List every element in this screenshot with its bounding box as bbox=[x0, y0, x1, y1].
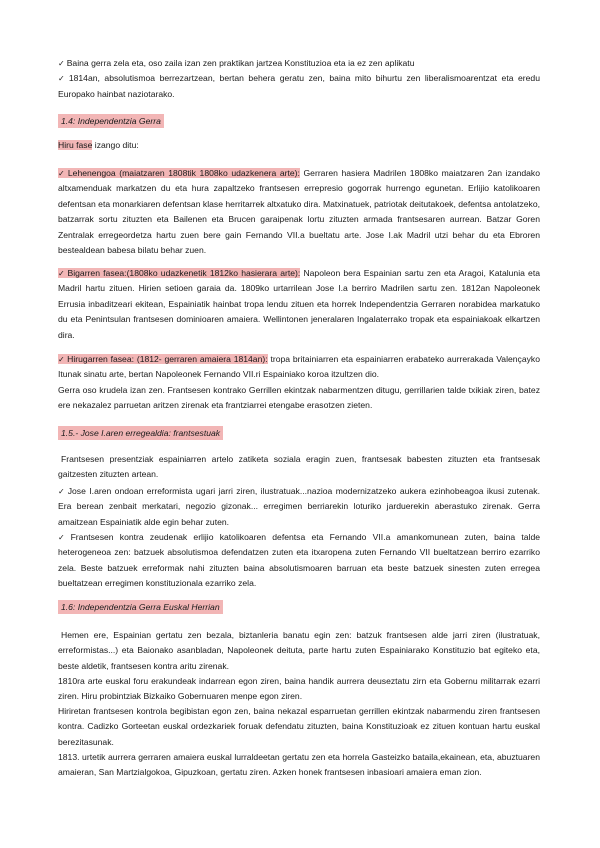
section-1-5-paragraph-3: ✓ Frantsesen kontra zeudenak erlijio katolikoaren defentsa eta Fernando VII.a amankomunean zuten, baina talde heterogeneoa zen: batzuek absolutismoa defendatzen zuten eta itxaropena zuten Fernando VII bueltatzean berriro ezarriko zela. Beste batzuek erreformak nahi zituzten baina absolutismoaren barruan eta beste batzuek sinesten zuten erregea bueltatzean erregimen konstituzionala ezarriko zela. bbox=[58, 532, 541, 589]
check-icon: ✓ bbox=[58, 487, 66, 496]
section-heading-1-5: 1.5.- Jose I.aren erregealdia: frantsestuak bbox=[58, 426, 223, 440]
section-heading-1-4: 1.4: Independentzia Gerra bbox=[58, 114, 164, 128]
section-1-6-paragraph-4: 1813. urtetik aurrera gerraren amaiera euskal lurraldeetan gertatu zen eta horrela Gasteizko bataila,ekainean, eta, abuztuaren amaieran, San Martzialgokoa, Gipuzkoan, gertatu ziren. Azken honek frantsesen inbasioari amaiera eman zion. bbox=[58, 752, 540, 778]
check-icon: ✓ bbox=[58, 59, 65, 68]
section-heading-1-6: 1.6: Independentzia Gerra Euskal Herrian bbox=[58, 600, 223, 614]
section-1-6-paragraph-2: 1810ra arte euskal foru erakundeak indarrean egon ziren, baina handik aurrera deuseztatu zirn eta Gobernu militarrak ezarri ziren. Hiru probintziak Bizkaiko Gobernuaren menpe egon ziren. bbox=[58, 676, 540, 702]
check-icon: ✓ bbox=[58, 269, 66, 278]
check-icon: ✓ bbox=[58, 533, 69, 542]
section-1-6-paragraph-3: Hiriretan frantsesen kontrola begibistan egon zen, baina nekazal esparruetan gerrillen ekintzak nabarmendu ziren frantsesen kontra. Cadizko Gorteetan euskal ordezkariek foruak defendatu zituzten, baina Konstituzioak ez zituen kontuan hartu euskal berezitasunak. bbox=[58, 706, 540, 747]
phase-3-label: ✓ Hirugarren fasea: (1812- gerraren amaiera 1814an): bbox=[58, 354, 268, 364]
check-icon: ✓ bbox=[58, 355, 66, 364]
section-1-5-paragraph-2: ✓ Jose I.aren ondoan erreformista ugari jarri ziren, ilustratuak...nazioa modernizatzeko aukera ezinhobeagoa ikusi zutenak. Era berean zenbait merkatari, negozio gizonak... erregimen berriarekin loturiko jarduerekin aberastuko zirenak. Gerra amaitzean Espainiatik alde egin behar zuten. bbox=[58, 486, 540, 527]
check-icon: ✓ bbox=[58, 74, 67, 84]
guerrilla-paragraph: Gerra oso krudela izan zen. Frantsesen kontrako Gerrillen ekintzak nabarmentzen ditugu, gerrillarien talde txikiak ziren, batez ere nekazalez parruetan aritzen zirenak eta frantziarrei etengabe erasotzen zieten. bbox=[58, 384, 540, 411]
intro-text bbox=[58, 56, 540, 102]
intro-bullet-1: ✓ Baina gerra zela eta, oso zaila izan zen praktikan jartzea Konstituzioa eta ia ez zen aplikatu bbox=[58, 58, 415, 68]
phase-2-paragraph: ✓ Bigarren fasea:(1808ko udazkenetik 1812ko hasierara arte): Napoleon bera Espainian sartu zen eta Aragoi, Katalunia eta Madril hartu zituen. Hirien setioen garaia da. 1809ko urtarrilean Jose I.a berriro Madrilen sartu zen. 1812an Napoleonek Errusia inbaditzeari ekitean, Espainiatik hainbat tropa lendu zituen eta horrek Independentzia Gerraren norabidea markatuko du eta Penintsulan frantsesen dominioaren amaiera. Wellintonen jeneralaren Ingalaterrako tropak eta espainiakoak elkartzen dira. bbox=[58, 268, 541, 340]
phases-lead: Hiru fase izango ditu: bbox=[58, 140, 139, 150]
phase-1-label: ✓ Lehenengoa (maiatzaren 1808tik 1808ko udazkenera arte): bbox=[58, 168, 300, 178]
phase-1-paragraph: ✓ Lehenengoa (maiatzaren 1808tik 1808ko udazkenera arte): Gerraren hasiera Madrilen 1808ko maiatzaren 2an izandako altxamenduak markatzen du eta hura zapaltzeko frantsesen errepresio gogorrak hurrengo egunetan. Erlijio katolikoaren defentsan eta monarkiaren defentsan klase herritarrek altxatuko dira. Matxinatuek, patriotak deitutakoek, defentsa antolatzeko, batzarrak sortu zituzten eta Bailenen eta Brucen garaipenak lortu zituzten armada frantsesaren aurrean. Batzar Goren Zentralak erregeordetza hartu zuen bere gain Fernando VII.a bueltatu arte. Jose I.ak Madril utzi behar du eta Ebroren bestealdean babesa bilatu behar zuen. bbox=[58, 168, 541, 256]
intro-bullet-2: ✓ 1814an, absolutismoa berrezartzean, bertan behera geratu zen, baina mito bihurtu zen liberalismoarentzat eta eredu Europako hainbat naziotarako. bbox=[58, 73, 540, 99]
check-icon: ✓ bbox=[58, 169, 66, 178]
section-1-6-paragraph-1: Hemen ere, Espainian gertatu zen bezala, biztanleria banatu egin zen: batzuk frantsesen alde jarri ziren (ilustratuak, erreformistas...) eta Baionako asanbladan, Napoleonek deituta, parte hartu zuten Espainiarako Konstituzio bat egiteko eta, beste aldetik, frantsesen kontra aritu zirenak. bbox=[58, 630, 540, 671]
section-1-5-paragraph-1: Frantsesen presentziak espainiarren artelo zatiketa soziala eragin zuen, frantsesak babesten zituzten eta frantsesak gaitzesten zituzten artean. bbox=[58, 454, 540, 480]
phase-2-label: ✓ Bigarren fasea:(1808ko udazkenetik 1812ko hasierara arte): bbox=[58, 268, 301, 278]
phase-3-paragraph: ✓ Hirugarren fasea: (1812- gerraren amaiera 1814an): tropa britainiarren eta espainiarren erabateko aurrerakada Valençayko Itunak sinatu arte, bertan Napoleonek Fernando VII.ri Espainiako koroa itzultzen dio. Gerra oso krudela izan zen. Frantsesen kontrako Gerrillen ekintzak nabarmentzen ditugu, gerrillarien talde txikiak ziren, batez ere nekazalez parruetan aritzen zirenak eta frantziarrei etengabe erasotzen zieten. bbox=[58, 352, 540, 414]
